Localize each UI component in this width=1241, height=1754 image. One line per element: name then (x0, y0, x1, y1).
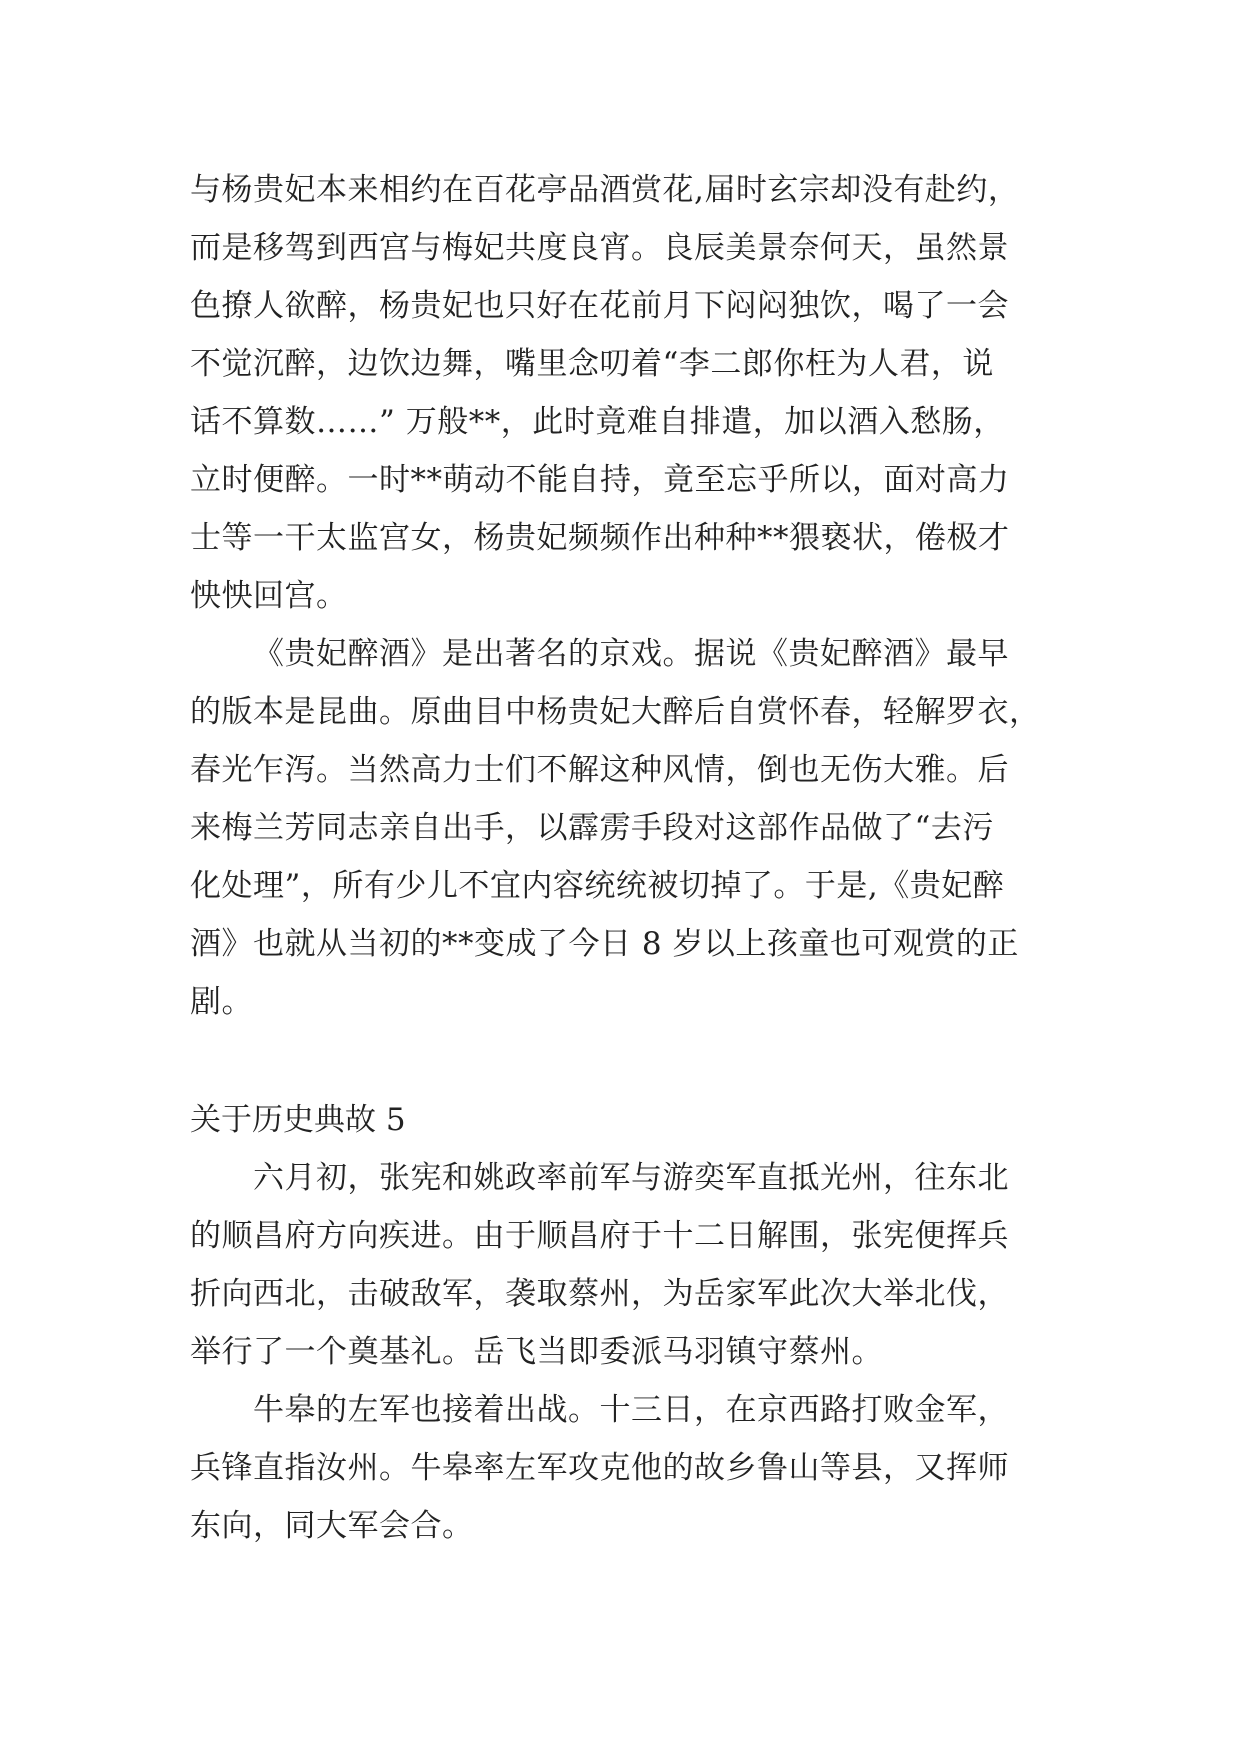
paragraph-line: 立时便醉。一时**萌动不能自持，竟至忘乎所以，面对高力 (190, 462, 1010, 498)
paragraph-line: 六月初，张宪和姚政率前军与游奕军直抵光州，往东北 (253, 1160, 1009, 1196)
paragraph-line: 士等一干太监宫女，杨贵妃频频作出种种**猥亵状，倦极才 (190, 520, 1010, 556)
paragraph-line: 举行了一个奠基礼。岳飞当即委派马羽镇守蔡州。 (190, 1334, 883, 1370)
paragraph-line: 剧。 (190, 984, 253, 1020)
paragraph-line: 不觉沉醉，边饮边舞，嘴里念叨着“李二郎你枉为人君，说 (190, 346, 994, 382)
paragraph-line: 怏怏回宫。 (190, 578, 348, 614)
paragraph-line: 的顺昌府方向疾进。由于顺昌府于十二日解围，张宪便挥兵 (190, 1218, 1009, 1254)
paragraph-line: 的版本是昆曲。原曲目中杨贵妃大醉后自赏怀春，轻解罗衣， (190, 694, 1041, 730)
paragraph-line: 化处理”，所有少儿不宜内容统统被切掉了。于是,《贵妃醉 (190, 868, 1005, 904)
paragraph-line: 话不算数……” 万般**，此时竟难自排遣，加以酒入愁肠， (190, 404, 1005, 440)
paragraph-line: 色撩人欲醉，杨贵妃也只好在花前月下闷闷独饮，喝了一会 (190, 288, 1009, 324)
paragraph-line: 牛皋的左军也接着出战。十三日，在京西路打败金军， (253, 1392, 1009, 1428)
paragraph-line: 酒》也就从当初的**变成了今日 8 岁以上孩童也可观赏的正 (190, 926, 1019, 962)
paragraph-line: 春光乍泻。当然高力士们不解这种风情，倒也无伤大雅。后 (190, 752, 1009, 788)
paragraph-line: 而是移驾到西宫与梅妃共度良宵。良辰美景奈何天，虽然景 (190, 230, 1009, 266)
paragraph-line: 东向，同大军会合。 (190, 1508, 474, 1544)
paragraph-line: 《贵妃醉酒》是出著名的京戏。据说《贵妃醉酒》最早 (253, 636, 1009, 672)
paragraph-line: 折向西北，击破敌军，袭取蔡州，为岳家军此次大举北伐， (190, 1276, 1009, 1312)
paragraph-line: 来梅兰芳同志亲自出手，以霹雳手段对这部作品做了“去污 (190, 810, 994, 846)
paragraph-line: 兵锋直指汝州。牛皋率左军攻克他的故乡鲁山等县，又挥师 (190, 1450, 1009, 1486)
paragraph-line: 与杨贵妃本来相约在百花亭品酒赏花,届时玄宗却没有赴约， (190, 172, 1020, 208)
section-title: 关于历史典故 5 (190, 1102, 406, 1138)
